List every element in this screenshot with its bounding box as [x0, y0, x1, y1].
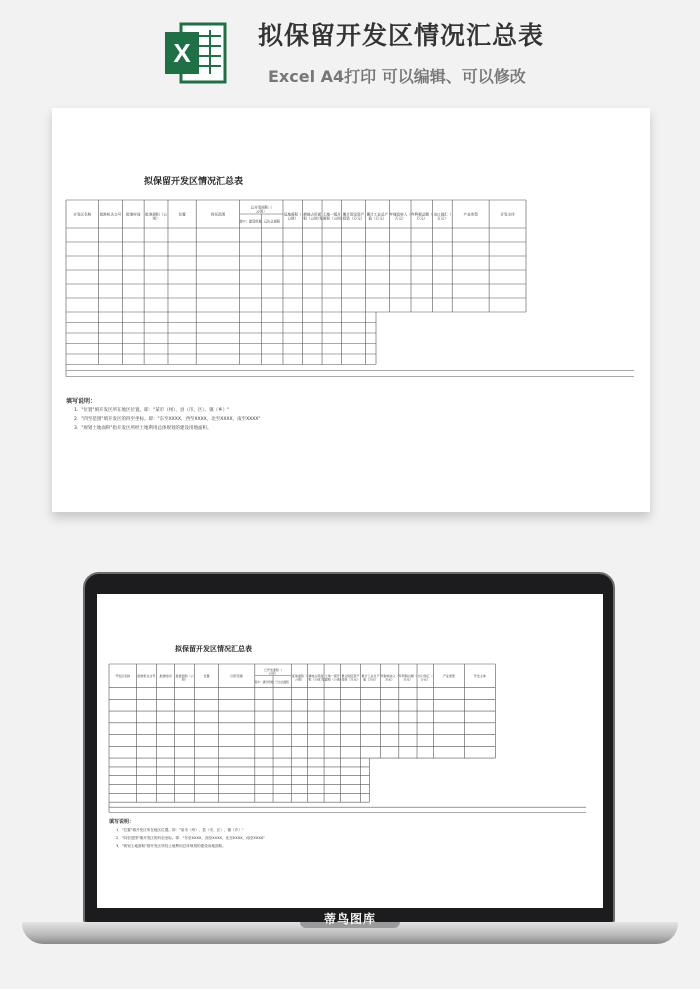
table-header-cell: 耕地占用面积（公顷） [308, 673, 324, 682]
table-header-cell: 四至范围 [230, 673, 243, 678]
table-header-cell: 已开发面积（公顷） [263, 668, 283, 676]
table-header-cell: 开发区名称 [73, 212, 92, 217]
table-header-cell: 累计工业总产值（万元） [361, 673, 380, 682]
table-header-cell: 批准机关文号 [137, 673, 156, 678]
excel-icon [163, 22, 227, 84]
table-header-cell: 年利税总额（万元） [398, 673, 417, 682]
table-header-cell: 已开发面积（公顷） [250, 205, 273, 214]
table-header-cell: 批准时间 [126, 212, 141, 217]
table-header-cell: 出口创汇（万元） [433, 212, 452, 221]
document-notes [66, 397, 260, 433]
table-subheader-cell: 其中：建设用地 [239, 219, 262, 224]
table-header-cell: 征地面积（公顷） [291, 673, 308, 682]
note-line: 3．"规划土地面积"指开发区所经土地利用总体规划的建设用地面积。 [74, 426, 212, 431]
table-header-cell: 开发主体 [473, 673, 486, 678]
excel-icon-letter: X [173, 38, 191, 68]
page-subtitle: Excel A4打印 可以编辑、可以修改 [268, 67, 526, 86]
note-line: 2．"四至范围"填开发区的四至坐标。即："东至XXXX，西至XXXX，北至XXXX，南至XXXX" [116, 836, 265, 840]
table-header-cell: 四至范围 [210, 212, 226, 217]
table-header-cell: 产业类型 [442, 673, 455, 678]
laptop-screen [97, 594, 603, 908]
table-header-cell: 开发主体 [500, 212, 515, 217]
table-header-cell: 批准时间 [159, 673, 172, 678]
table-header-cell: 累计工业总产值（万元） [366, 212, 389, 221]
note-line: 3．"规划土地面积"指开发区所经土地利用总体规划的建设用地面积。 [116, 844, 226, 848]
table-header-cell: 批准面积（公顷） [145, 212, 167, 221]
note-line: 1．"位置"填开发区所在地区位置。即："某市（州）、县（市、区）、镇（乡）" [74, 408, 230, 413]
brand-watermark: 蒂鸟图库 [323, 912, 376, 926]
page-title: 拟保留开发区情况汇总表 [258, 21, 545, 50]
document-preview [52, 108, 650, 512]
document-notes [109, 818, 265, 850]
table-header-cell: 耕地占用面积（公顷） [303, 212, 322, 221]
table-header-cell: 土地一级开发面积（公顷） [321, 673, 343, 682]
table-header-cell: 位置 [203, 673, 210, 678]
table-header-cell: 批准机关文号 [99, 212, 122, 217]
document-title: 拟保留开发区情况汇总表 [175, 644, 252, 653]
document-table [66, 200, 636, 390]
note-line: 2．"四至范围"填开发区的四至坐标。即："东至XXXX，西至XXXX，北至XXXX，南至XXXX" [74, 417, 261, 422]
table-header-cell: 征地面积（公顷） [283, 212, 302, 221]
note-line: 1．"位置"填开发区所在地区位置。即："某市（州）、县（市、区）、镇（乡）" [116, 828, 244, 832]
notes-title: 填写说明： [66, 398, 97, 405]
table-header-cell: 位置 [178, 212, 186, 217]
table-header-cell: 批准面积（公顷） [175, 673, 194, 682]
table-header-cell: 土地一级开发面积（公顷） [319, 212, 345, 221]
table-header-cell: 年利税总额（万元） [411, 212, 433, 221]
table-header-cell: 年财政收入（万元） [389, 212, 411, 221]
table-subheader-cell: 已出让面积 [264, 219, 281, 224]
table-header-cell: 累计固定资产投资（万元） [342, 212, 365, 221]
table-header-cell: 出口创汇（万元） [417, 673, 433, 682]
table-header-cell: 累计固定资产投资（万元） [341, 673, 360, 682]
document-title: 拟保留开发区情况汇总表 [144, 177, 244, 187]
table-header-cell: 开发区名称 [115, 673, 131, 678]
table-header-cell: 年财政收入（万元） [380, 673, 399, 682]
table-subheader-cell: 已出让面积 [275, 679, 289, 684]
table-subheader-cell: 其中：建设用地 [254, 679, 274, 684]
notes-title: 填写说明： [109, 819, 135, 825]
document-table [109, 664, 599, 812]
table-header-cell: 产业类型 [463, 212, 478, 217]
